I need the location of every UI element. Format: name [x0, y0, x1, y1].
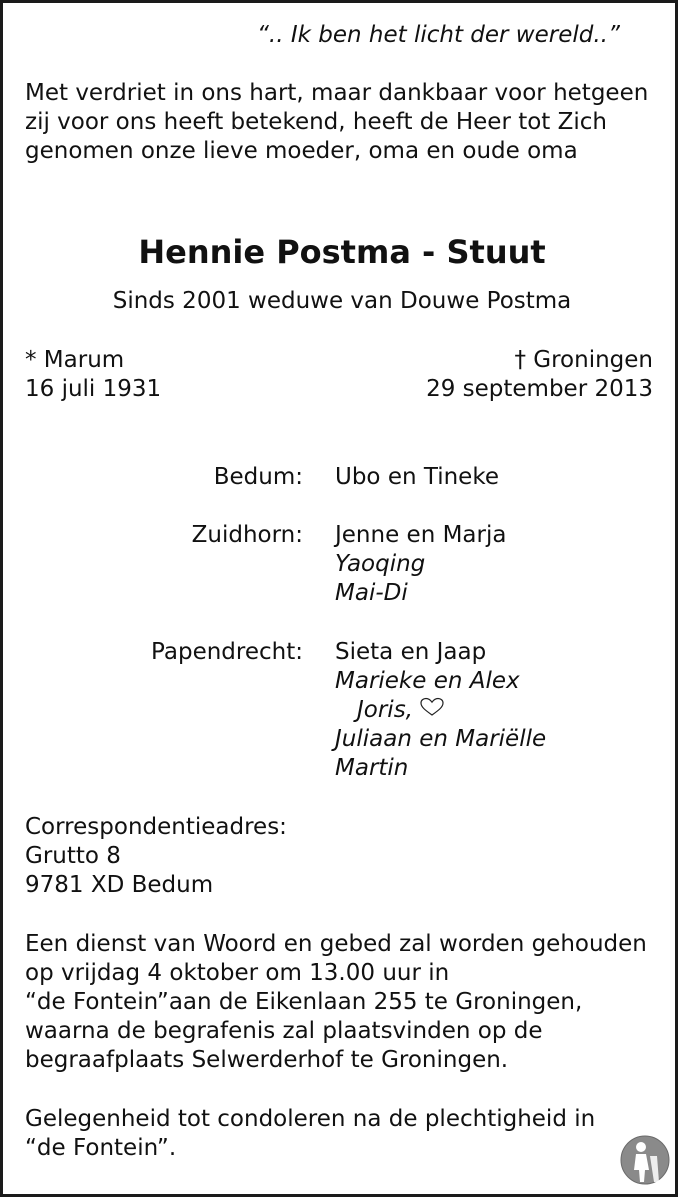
family-member: Yaoqing — [335, 551, 426, 577]
intro-line: Met verdriet in ons hart, maar dankbaar voor hetgeen — [25, 80, 649, 106]
motto: “.. Ik ben het licht der wereld..” — [257, 22, 620, 48]
memorial-logo-icon — [619, 1134, 671, 1186]
family-member: Marieke en Alex — [335, 668, 520, 694]
intro-line: zij voor ons heeft betekend, heeft de Heer tot Zich — [25, 109, 608, 135]
service-line: begraafplaats Selwerderhof te Groningen. — [25, 1047, 509, 1073]
family-place: Bedum: — [213, 464, 303, 490]
family-member — [357, 696, 445, 725]
widow-subtitle: Sinds 2001 weduwe van Douwe Postma — [112, 288, 572, 314]
family-member: Ubo en Tineke — [335, 464, 499, 490]
family-member: Mai-Di — [335, 580, 408, 606]
birth-place: * Marum — [25, 347, 125, 373]
death-date: 29 september 2013 — [426, 376, 653, 402]
deceased-name: Hennie Postma - Stuut — [138, 233, 546, 271]
address-postcode: 9781 XD Bedum — [25, 872, 214, 898]
service-line: “de Fontein”aan de Eikenlaan 255 te Groningen, — [25, 989, 583, 1015]
service-line: op vrijdag 4 oktober om 13.00 uur in — [25, 960, 450, 986]
service-line: waarna de begrafenis zal plaatsvinden op de — [25, 1018, 543, 1044]
family-member: Martin — [335, 755, 409, 781]
service-line: Een dienst van Woord en gebed zal worden gehouden — [25, 931, 647, 957]
address-heading: Correspondentieadres: — [25, 814, 287, 840]
condolence-line: “de Fontein”. — [25, 1135, 177, 1161]
family-member-name: Joris, — [357, 697, 413, 723]
family-member: Juliaan en Mariëlle — [335, 726, 547, 752]
heart-icon — [419, 696, 445, 725]
family-member: Sieta en Jaap — [335, 639, 487, 665]
intro-line: genomen onze lieve moeder, oma en oude oma — [25, 138, 578, 164]
address-street: Grutto 8 — [25, 843, 121, 869]
condolence-line: Gelegenheid tot condoleren na de plechtigheid in — [25, 1106, 596, 1132]
death-place: † Groningen — [514, 347, 653, 373]
birth-date: 16 juli 1931 — [25, 376, 162, 402]
family-member: Jenne en Marja — [335, 522, 507, 548]
family-place: Zuidhorn: — [191, 522, 303, 548]
family-place: Papendrecht: — [151, 639, 303, 665]
